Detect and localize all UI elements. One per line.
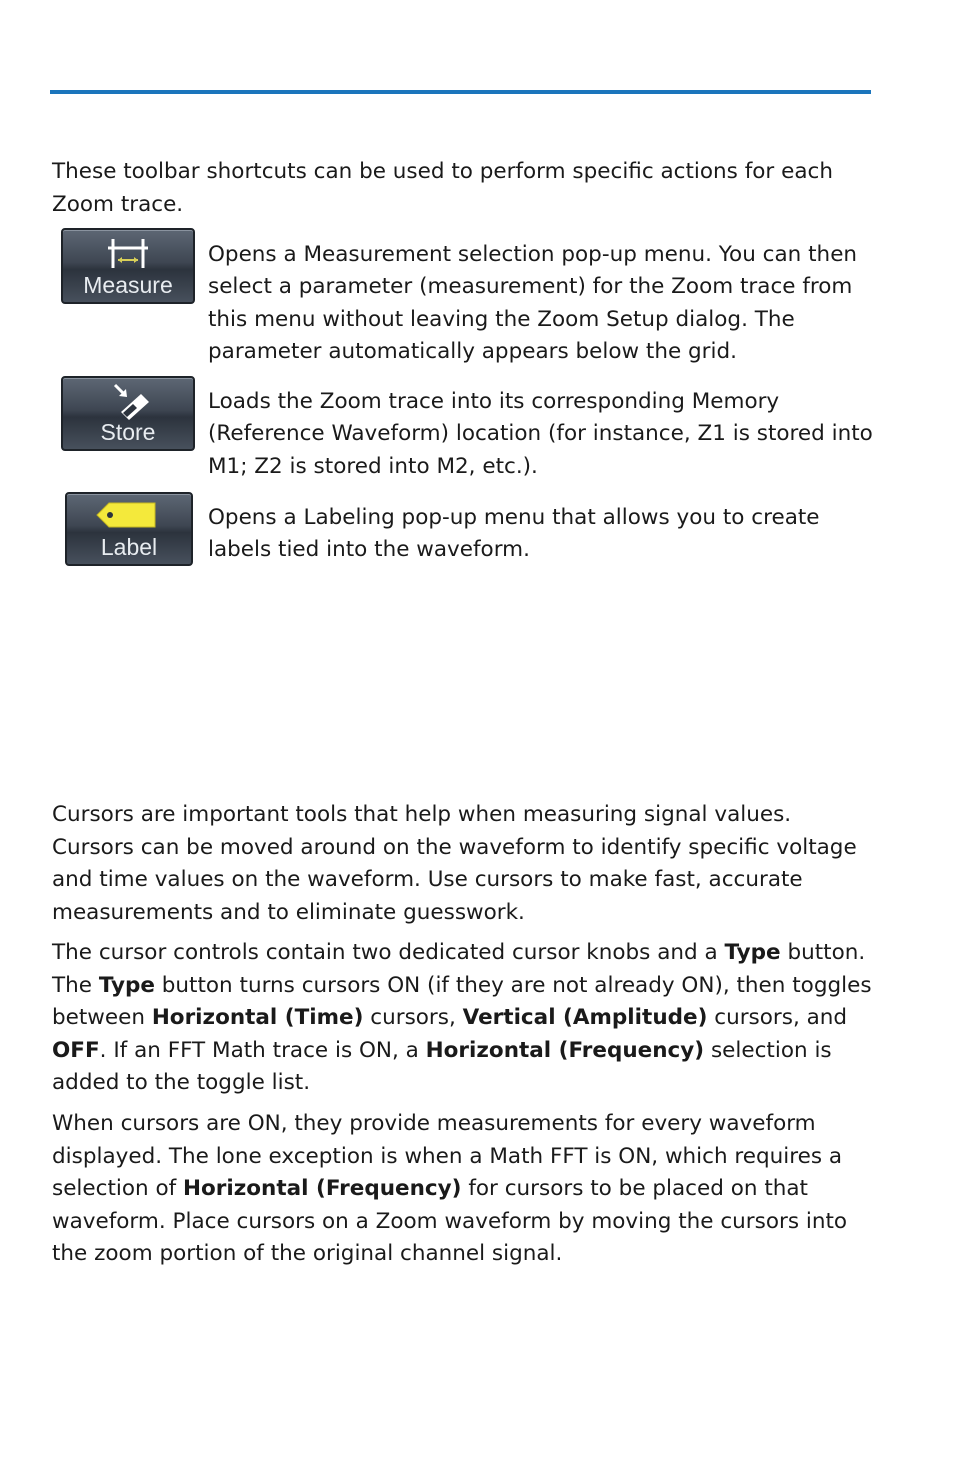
type-term: Type: [98, 972, 155, 998]
label-button-label: Label: [100, 534, 158, 560]
store-button[interactable]: [61, 376, 195, 451]
store-description: Loads the Zoom trace into its corresponding Memory (Reference Waveform) location (for instance, Z1 is stored into M1; Z2 is stored into M2, etc.).: [208, 389, 873, 479]
vertical-amplitude-term: Vertical (Amplitude): [462, 1005, 708, 1030]
off-term: OFF: [52, 1037, 100, 1063]
text-run: cursors,: [363, 1005, 463, 1030]
text-run: button turns cursors ON (if they are not already ON), then toggles between: [52, 972, 872, 1030]
label-description: Opens a Labeling pop-up menu that allows you to create labels tied into the waveform.: [208, 505, 820, 563]
horizontal-frequency-term: Horizontal (Frequency): [183, 1176, 462, 1201]
measure-button-label: Measure: [83, 272, 173, 298]
label-button[interactable]: [65, 492, 193, 566]
text-run: cursors, and: [707, 1005, 848, 1030]
horizontal-frequency-term: Horizontal (Frequency): [425, 1037, 705, 1063]
header-rule: [50, 90, 871, 94]
horizontal-time-term: Horizontal (Time): [151, 1005, 364, 1030]
text-run: for cursors to be placed on that waveform. Place cursors on a Zoom waveform by moving the cursors into the zoom portion of the original channel signal.: [52, 1176, 848, 1266]
cursor-measurements-paragraph: [52, 1108, 872, 1271]
type-term: Type: [724, 940, 781, 965]
text-run: button. The: [52, 940, 866, 998]
cursors-intro-paragraph: Cursors are important tools that help when measuring signal values. Cursors can be moved around on the waveform to identify specific voltage and time values on the waveform. Use cursors to make fast, accurate measurements and to eliminate guesswork.: [52, 802, 857, 925]
text-run: selection is added to the toggle list.: [52, 1037, 832, 1095]
measure-button[interactable]: [61, 228, 195, 304]
measure-description: Opens a Measurement selection pop-up menu. You can then select a parameter (measurement) for the Zoom trace from this menu without leaving the Zoom Setup dialog. The parameter automatically appears below the grid.: [208, 242, 858, 364]
intro-paragraph: These toolbar shortcuts can be used to perform specific actions for each Zoom trace.: [52, 159, 833, 217]
cursor-controls-paragraph: [52, 937, 872, 1100]
text-run: The cursor controls contain two dedicated cursor knobs and a: [52, 940, 725, 965]
store-button-label: Store: [100, 419, 156, 445]
text-run: When cursors are ON, they provide measurements for every waveform displayed. The lone exception is when a Math FFT is ON, which requires a selection of: [52, 1111, 843, 1201]
text-run: . If an FFT Math trace is ON, a: [99, 1037, 426, 1063]
